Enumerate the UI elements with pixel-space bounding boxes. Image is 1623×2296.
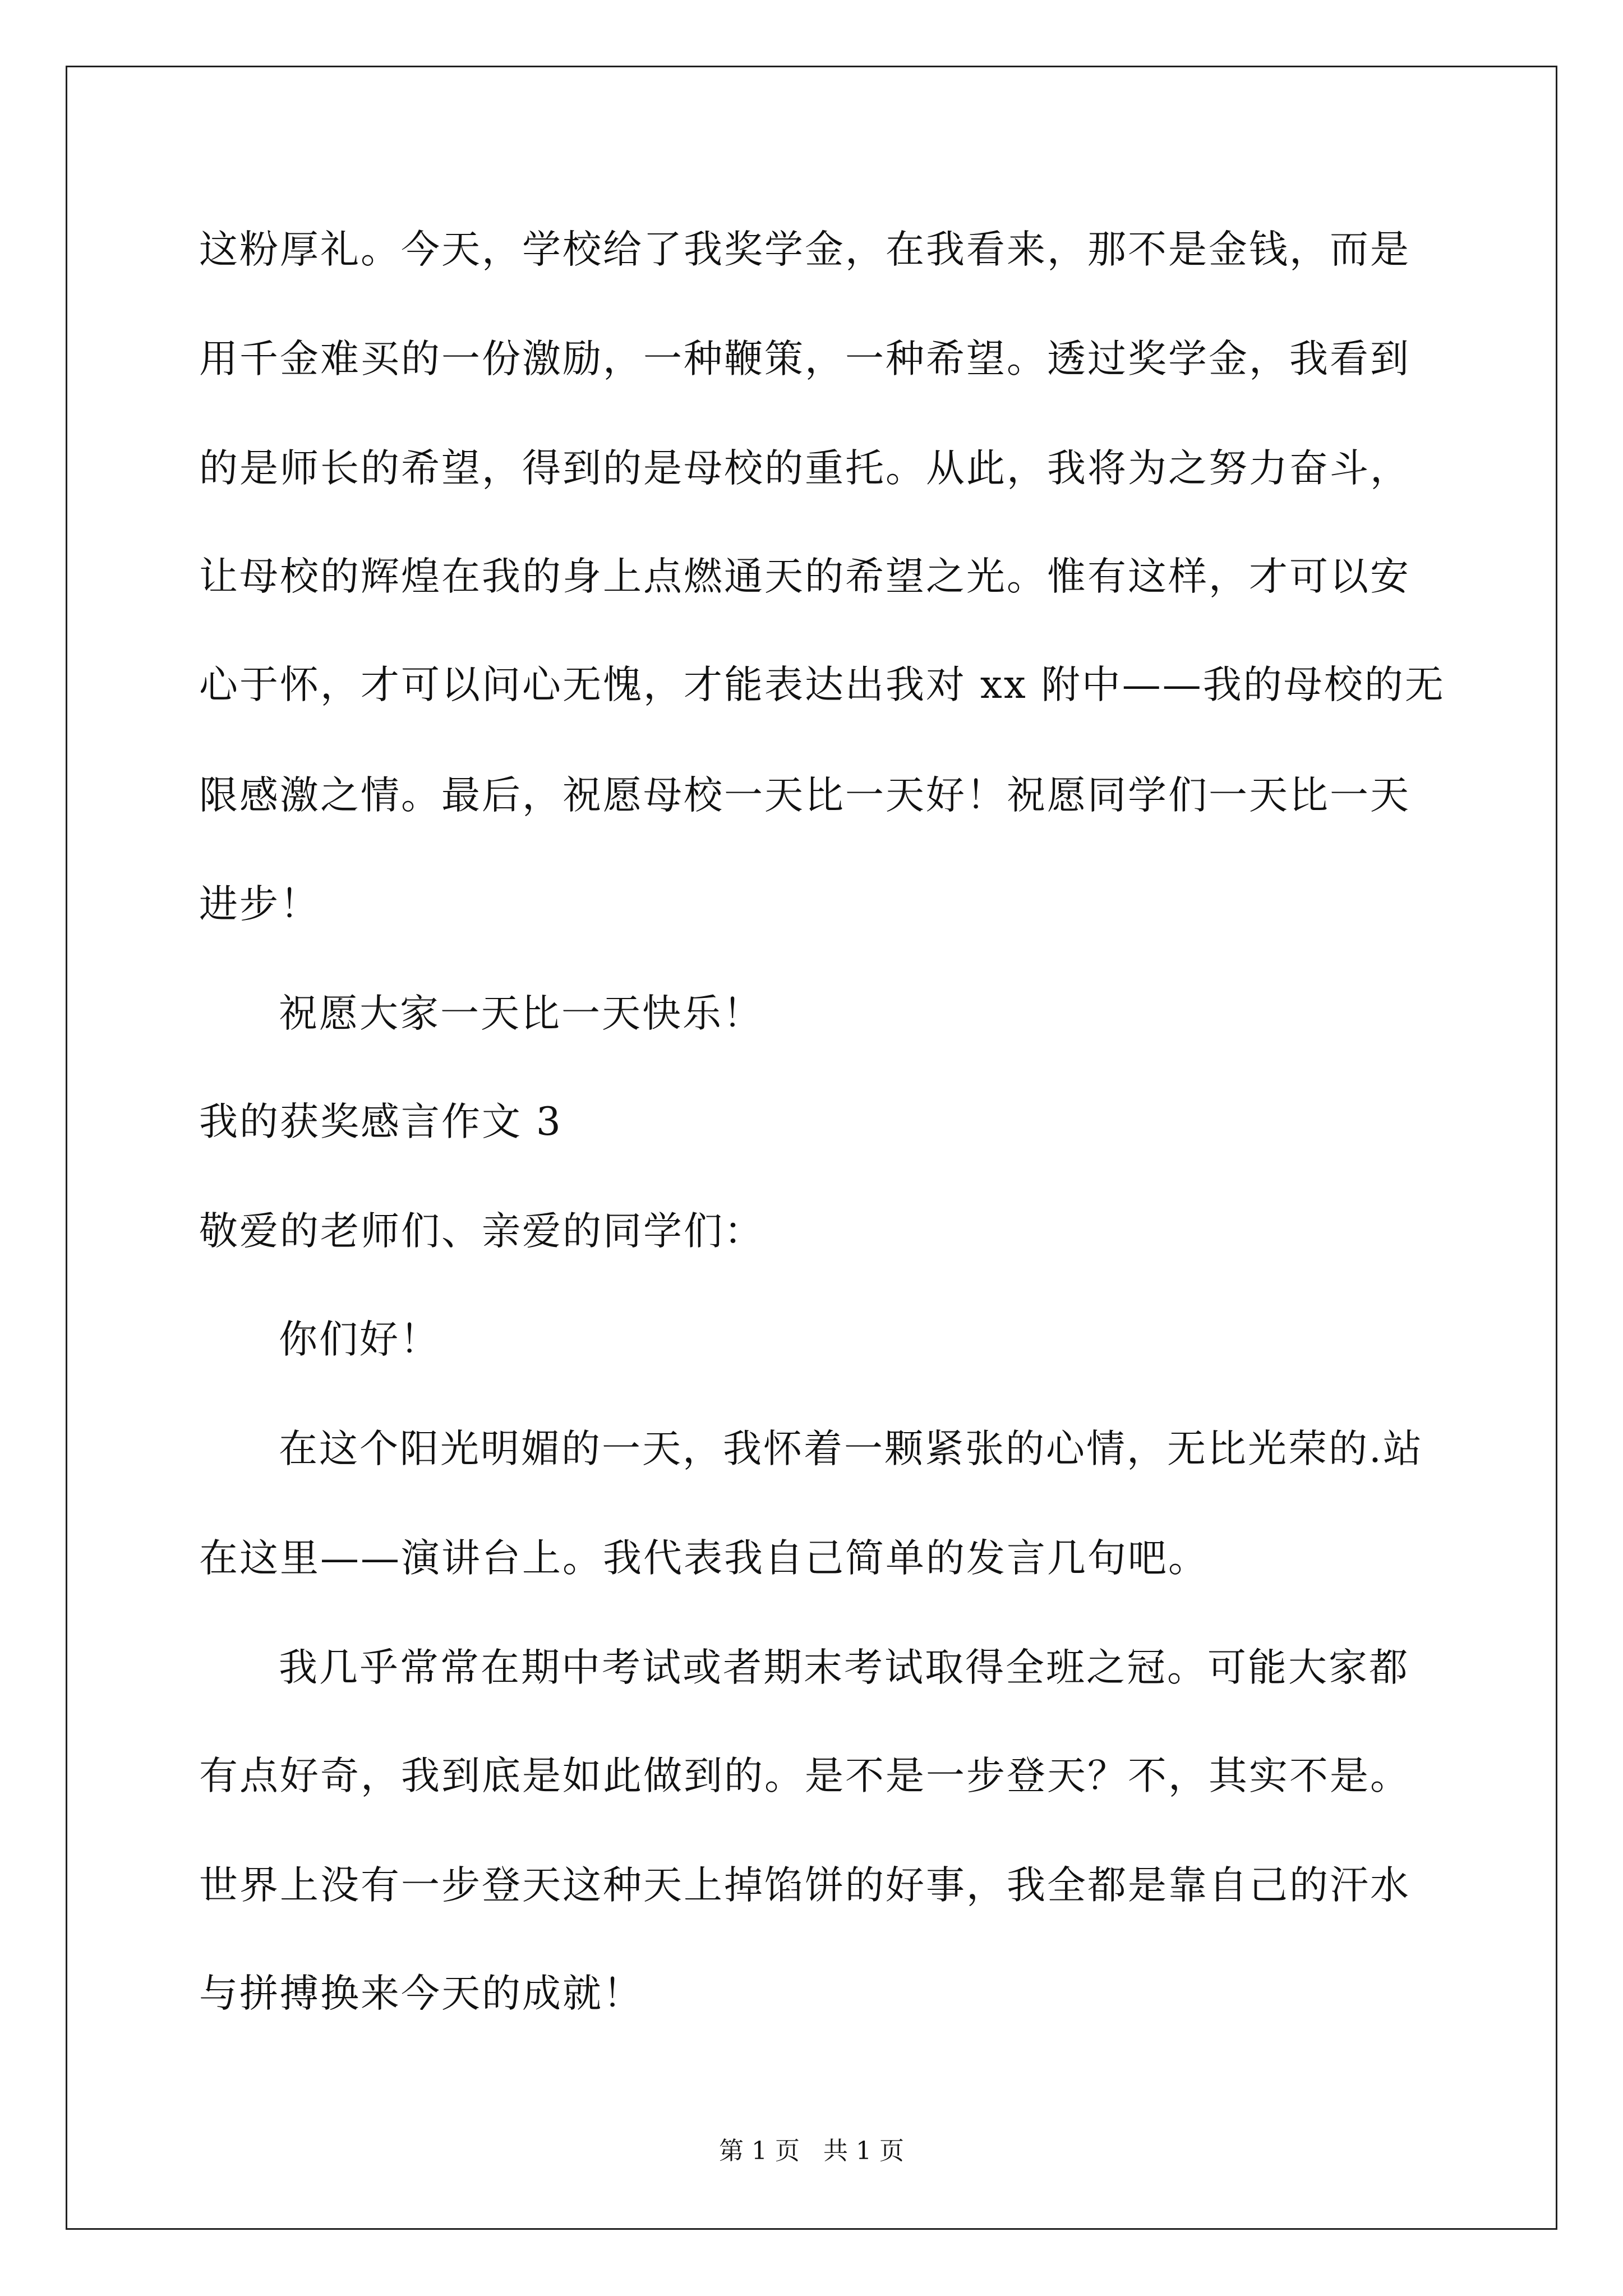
page-footer: 第 1 页 共 1 页 [719, 2137, 904, 2165]
paragraph-line: 这粉厚礼。今天，学校给了我奖学金，在我看来，那不是金钱，而是 [199, 227, 1410, 272]
paragraph-line: 让母校的辉煌在我的身上点燃通天的希望之光。惟有这样，才可以安 [199, 554, 1410, 599]
paragraph-line: 用千金难买的一份激励，一种鞭策，一种希望。透过奖学金，我看到 [199, 337, 1410, 381]
paragraph-line: 祝愿大家一天比一天快乐！ [279, 991, 763, 1036]
salutation: 敬爱的老师们、亲爱的同学们： [199, 1209, 764, 1254]
paragraph-line: 限感激之情。最后，祝愿母校一天比一天好！祝愿同学们一天比一天 [199, 773, 1410, 818]
paragraph-line: 心于怀，才可以问心无愧，才能表达出我对 xx 附中——我的母校的无 [199, 662, 1445, 707]
paragraph-line: 的是师长的希望，得到的是母校的重托。从此，我将为之努力奋斗， [199, 446, 1410, 491]
paragraph-line: 我几乎常常在期中考试或者期末考试取得全班之冠。可能大家都 [279, 1645, 1409, 1690]
section-heading: 我的获奖感言作文 3 [199, 1099, 562, 1144]
paragraph-line: 进步！ [199, 882, 320, 927]
paragraph-line: 在这里——演讲台上。我代表我自己简单的发言几句吧。 [199, 1536, 1209, 1581]
paragraph-line: 世界上没有一步登天这种天上掉馅饼的好事，我全都是靠自己的汗水 [199, 1863, 1410, 1908]
paragraph-line: 与拼搏换来今天的成就！ [199, 1971, 643, 2016]
greeting: 你们好！ [279, 1317, 440, 1362]
paragraph-line: 有点好奇，我到底是如此做到的。是不是一步登天？不，其实不是。 [199, 1754, 1410, 1798]
paragraph-line: 在这个阳光明媚的一天，我怀着一颗紧张的心情，无比光荣的.站 [279, 1427, 1423, 1471]
